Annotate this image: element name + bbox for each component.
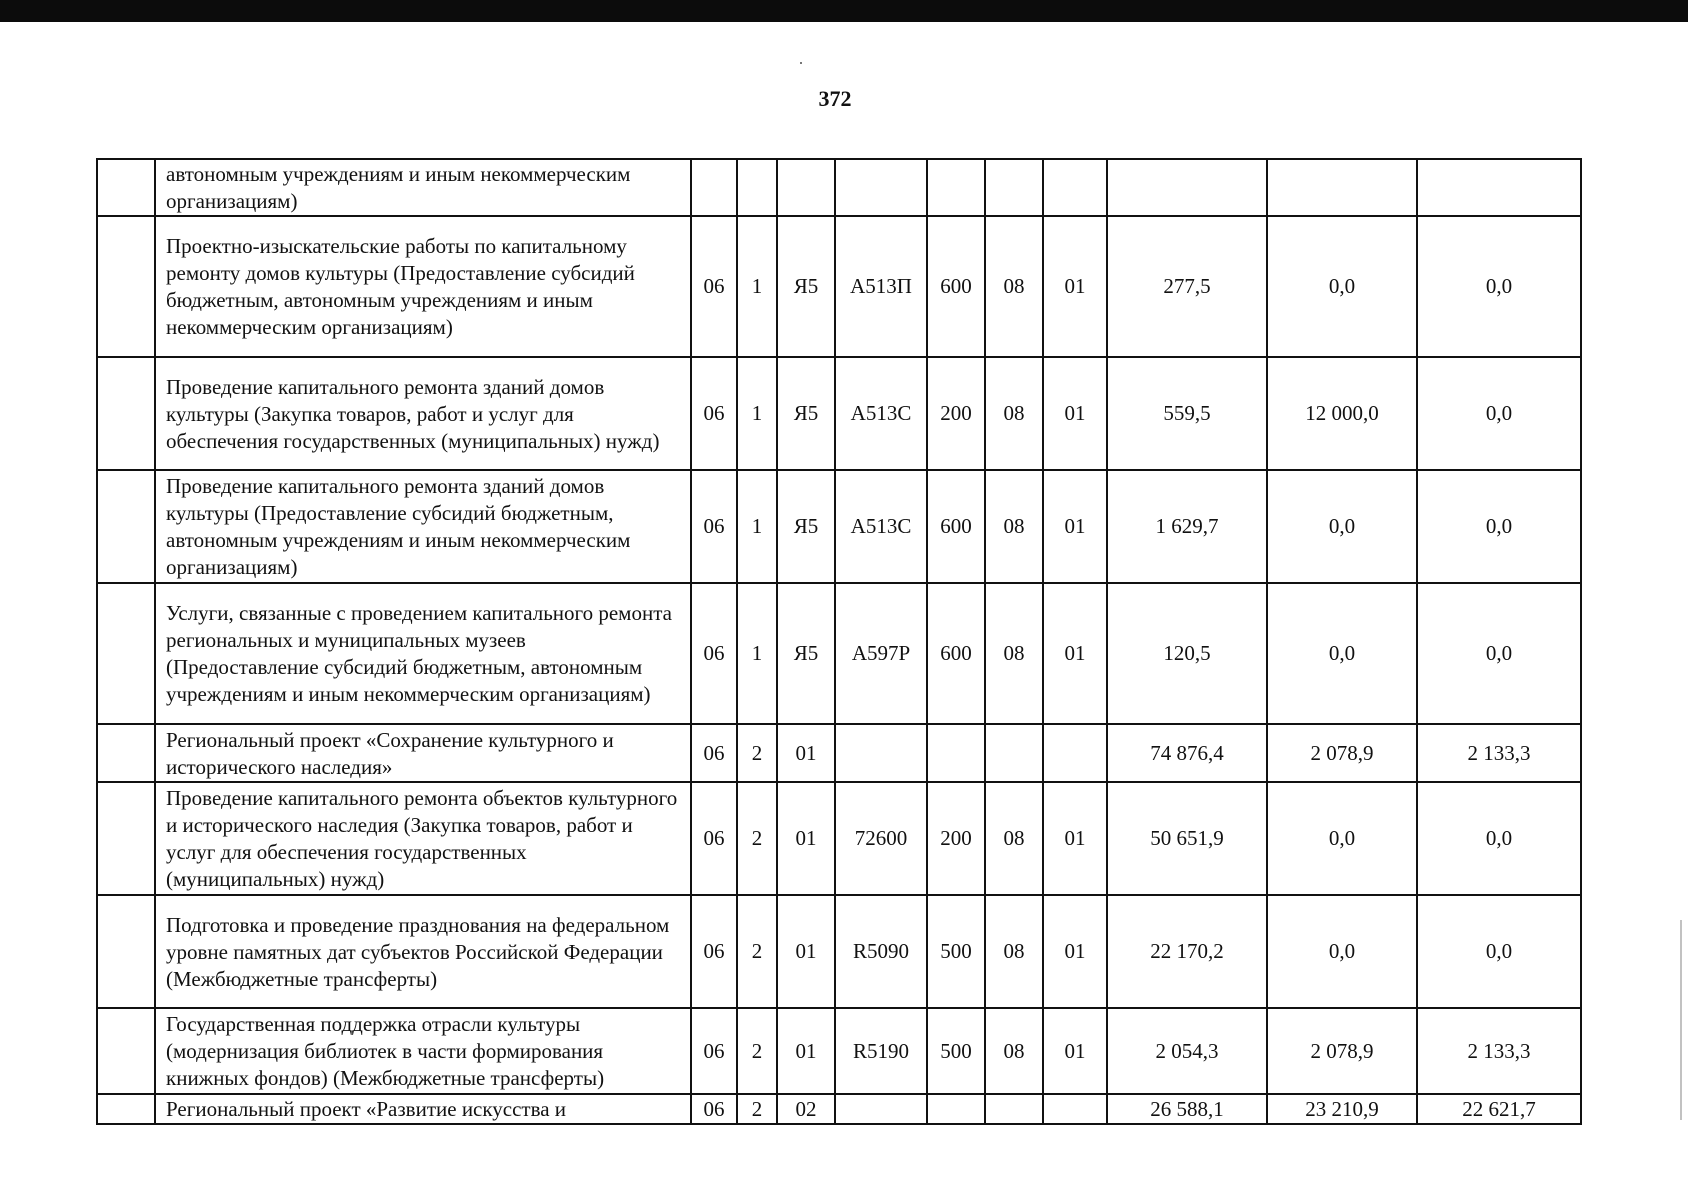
code-cell: А513П xyxy=(835,216,927,357)
code-cell: 01 xyxy=(1043,470,1107,583)
amount-cell: 0,0 xyxy=(1267,216,1417,357)
code-cell: 01 xyxy=(777,895,835,1008)
code-cell: 500 xyxy=(927,895,985,1008)
code-cell: 02 xyxy=(777,1094,835,1124)
amount-cell: 559,5 xyxy=(1107,357,1267,470)
amount-cell: 0,0 xyxy=(1267,470,1417,583)
description-cell: Проведение капитального ремонта зданий домов культуры (Предоставление субсидий бюджетным, автономным учреждениям и иным некоммерческим организациям) xyxy=(155,470,691,583)
code-cell: 01 xyxy=(1043,1008,1107,1094)
code-cell xyxy=(927,724,985,782)
code-cell: 1 xyxy=(737,583,777,724)
code-cell xyxy=(691,159,737,216)
table-row xyxy=(97,159,1581,216)
code-cell xyxy=(1043,1094,1107,1124)
row-number-cell xyxy=(97,583,155,724)
amount-cell: 0,0 xyxy=(1267,895,1417,1008)
code-cell: 1 xyxy=(737,357,777,470)
code-cell: 06 xyxy=(691,357,737,470)
description-cell: автономным учреждениям и иным некоммерческим организациям) xyxy=(155,159,691,216)
code-cell xyxy=(985,724,1043,782)
amount-cell: 2 078,9 xyxy=(1267,1008,1417,1094)
code-cell: 200 xyxy=(927,357,985,470)
code-cell xyxy=(835,159,927,216)
amount-cell: 50 651,9 xyxy=(1107,782,1267,895)
code-cell xyxy=(1043,159,1107,216)
table-row xyxy=(97,724,1581,782)
amount-cell xyxy=(1267,159,1417,216)
code-cell: 06 xyxy=(691,583,737,724)
amount-cell: 22 621,7 xyxy=(1417,1094,1581,1124)
amount-cell: 23 210,9 xyxy=(1267,1094,1417,1124)
code-cell: А597Р xyxy=(835,583,927,724)
scan-top-border xyxy=(0,0,1688,22)
code-cell: Я5 xyxy=(777,216,835,357)
amount-cell: 0,0 xyxy=(1417,895,1581,1008)
code-cell: 08 xyxy=(985,583,1043,724)
amount-cell: 2 078,9 xyxy=(1267,724,1417,782)
code-cell xyxy=(927,1094,985,1124)
amount-cell: 74 876,4 xyxy=(1107,724,1267,782)
code-cell: 2 xyxy=(737,1008,777,1094)
code-cell: 08 xyxy=(985,782,1043,895)
table-row xyxy=(97,357,1581,470)
table-row xyxy=(97,583,1581,724)
code-cell: 01 xyxy=(1043,895,1107,1008)
code-cell: 1 xyxy=(737,216,777,357)
code-cell: 01 xyxy=(777,1008,835,1094)
amount-cell: 2 054,3 xyxy=(1107,1008,1267,1094)
scan-speck xyxy=(800,62,802,64)
row-number-cell xyxy=(97,159,155,216)
row-number-cell xyxy=(97,216,155,357)
code-cell: А513С xyxy=(835,470,927,583)
code-cell: 600 xyxy=(927,583,985,724)
amount-cell: 26 588,1 xyxy=(1107,1094,1267,1124)
amount-cell xyxy=(1417,159,1581,216)
code-cell: 01 xyxy=(1043,357,1107,470)
code-cell xyxy=(835,724,927,782)
row-number-cell xyxy=(97,724,155,782)
code-cell: 08 xyxy=(985,216,1043,357)
code-cell xyxy=(777,159,835,216)
code-cell: 01 xyxy=(1043,782,1107,895)
code-cell xyxy=(1043,724,1107,782)
code-cell: 600 xyxy=(927,216,985,357)
code-cell: 600 xyxy=(927,470,985,583)
amount-cell xyxy=(1107,159,1267,216)
amount-cell: 0,0 xyxy=(1417,216,1581,357)
amount-cell: 0,0 xyxy=(1417,782,1581,895)
amount-cell: 0,0 xyxy=(1417,470,1581,583)
code-cell: 06 xyxy=(691,470,737,583)
code-cell: 06 xyxy=(691,1008,737,1094)
description-cell: Государственная поддержка отрасли культуры (модернизация библиотек в части формирования книжных фондов) (Межбюджетные трансферты) xyxy=(155,1008,691,1094)
amount-cell: 120,5 xyxy=(1107,583,1267,724)
code-cell: 01 xyxy=(1043,216,1107,357)
code-cell: 1 xyxy=(737,470,777,583)
code-cell: 06 xyxy=(691,782,737,895)
code-cell: 2 xyxy=(737,895,777,1008)
code-cell: 06 xyxy=(691,895,737,1008)
code-cell: 08 xyxy=(985,357,1043,470)
code-cell: 08 xyxy=(985,470,1043,583)
code-cell: 06 xyxy=(691,1094,737,1124)
amount-cell: 0,0 xyxy=(1267,782,1417,895)
scan-edge-mark xyxy=(1680,920,1682,1120)
amount-cell: 0,0 xyxy=(1267,583,1417,724)
code-cell: 06 xyxy=(691,724,737,782)
table-row xyxy=(97,1008,1581,1094)
code-cell: 72600 xyxy=(835,782,927,895)
amount-cell: 22 170,2 xyxy=(1107,895,1267,1008)
code-cell: 500 xyxy=(927,1008,985,1094)
amount-cell: 12 000,0 xyxy=(1267,357,1417,470)
page-number: 372 xyxy=(818,86,852,111)
description-cell: Региональный проект «Развитие искусства и xyxy=(155,1094,691,1124)
code-cell xyxy=(985,159,1043,216)
code-cell: А513С xyxy=(835,357,927,470)
budget-table xyxy=(96,158,1582,1125)
table-row xyxy=(97,470,1581,583)
table-row xyxy=(97,216,1581,357)
description-cell: Услуги, связанные с проведением капитального ремонта региональных и муниципальных музеев (Предоставление субсидий бюджетным, автономным учреждениям и иным некоммерческим организациям) xyxy=(155,583,691,724)
amount-cell: 277,5 xyxy=(1107,216,1267,357)
code-cell: 08 xyxy=(985,1008,1043,1094)
amount-cell: 2 133,3 xyxy=(1417,724,1581,782)
description-cell: Проектно-изыскательские работы по капитальному ремонту домов культуры (Предоставление субсидий бюджетным, автономным учреждениям и иным некоммерческим организациям) xyxy=(155,216,691,357)
code-cell: 2 xyxy=(737,782,777,895)
row-number-cell xyxy=(97,357,155,470)
code-cell xyxy=(985,1094,1043,1124)
row-number-cell xyxy=(97,1008,155,1094)
description-cell: Региональный проект «Сохранение культурного и исторического наследия» xyxy=(155,724,691,782)
code-cell: 06 xyxy=(691,216,737,357)
code-cell xyxy=(835,1094,927,1124)
table-row xyxy=(97,1094,1581,1124)
row-number-cell xyxy=(97,1094,155,1124)
code-cell: 01 xyxy=(777,724,835,782)
row-number-cell xyxy=(97,470,155,583)
code-cell: 01 xyxy=(777,782,835,895)
amount-cell: 2 133,3 xyxy=(1417,1008,1581,1094)
amount-cell: 0,0 xyxy=(1417,357,1581,470)
table-row xyxy=(97,895,1581,1008)
amount-cell: 0,0 xyxy=(1417,583,1581,724)
code-cell: R5190 xyxy=(835,1008,927,1094)
code-cell: 2 xyxy=(737,1094,777,1124)
code-cell: Я5 xyxy=(777,357,835,470)
table-row xyxy=(97,782,1581,895)
code-cell xyxy=(927,159,985,216)
description-cell: Проведение капитального ремонта зданий домов культуры (Закупка товаров, работ и услуг для обеспечения государственных (муниципальных) нужд) xyxy=(155,357,691,470)
description-cell: Подготовка и проведение празднования на федеральном уровне памятных дат субъектов Российской Федерации (Межбюджетные трансферты) xyxy=(155,895,691,1008)
description-cell: Проведение капитального ремонта объектов культурного и исторического наследия (Закупка товаров, работ и услуг для обеспечения государственных (муниципальных) нужд) xyxy=(155,782,691,895)
code-cell: Я5 xyxy=(777,583,835,724)
code-cell xyxy=(737,159,777,216)
code-cell: R5090 xyxy=(835,895,927,1008)
code-cell: 200 xyxy=(927,782,985,895)
row-number-cell xyxy=(97,895,155,1008)
amount-cell: 1 629,7 xyxy=(1107,470,1267,583)
code-cell: 2 xyxy=(737,724,777,782)
code-cell: Я5 xyxy=(777,470,835,583)
code-cell: 08 xyxy=(985,895,1043,1008)
row-number-cell xyxy=(97,782,155,895)
code-cell: 01 xyxy=(1043,583,1107,724)
